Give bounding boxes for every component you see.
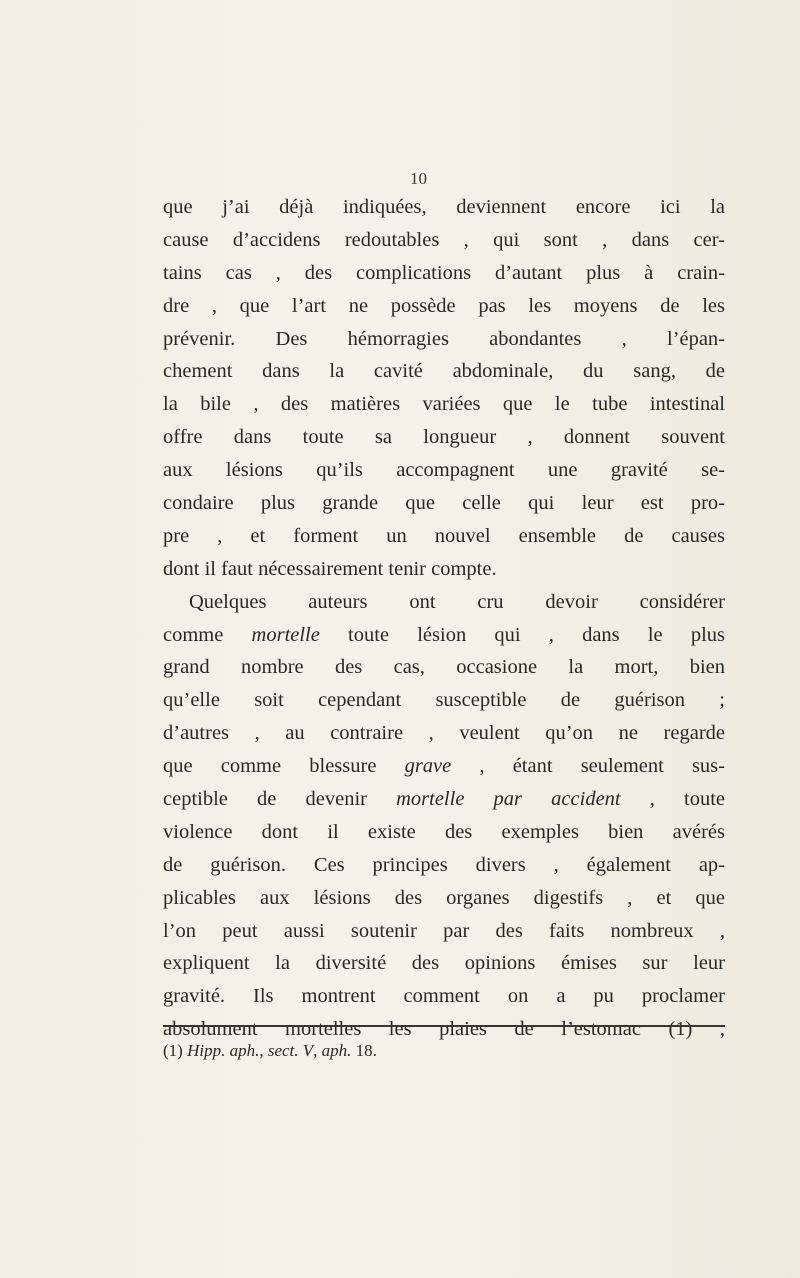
text-run: dont il faut nécessairement tenir compte.	[163, 557, 497, 580]
text-run: toute	[654, 788, 725, 811]
text-run: que comme blessure	[163, 755, 405, 778]
text-line	[163, 750, 725, 783]
text-line	[163, 191, 725, 224]
text-line	[163, 882, 725, 915]
text-run: plicables aux lésions des organes digestifs , et que	[163, 886, 725, 909]
italic-text: grave	[404, 755, 452, 778]
text-run: absolument mortelles les plaies de l’estomac (1) ,	[163, 1018, 725, 1041]
body-text	[163, 191, 725, 1046]
text-run: comme	[163, 623, 252, 646]
text-line	[163, 553, 725, 586]
text-line	[163, 717, 725, 750]
text-run: la bile , des matières variées que le tube intestinal	[163, 393, 725, 416]
footnote-run: ,	[259, 1041, 268, 1060]
text-run: offre dans toute sa longueur , donnent souvent	[163, 426, 725, 449]
text-line	[163, 816, 725, 849]
text-line	[163, 915, 725, 948]
text-line	[163, 651, 725, 684]
footnote-separator	[163, 1025, 725, 1027]
text-run: , étant seulement sus-	[451, 755, 725, 778]
text-line	[163, 586, 725, 619]
text-line	[163, 783, 725, 816]
text-run: violence dont il existe des exemples bien avérés	[163, 820, 725, 843]
text-run: aux lésions qu’ils accompagnent une gravité se-	[163, 459, 725, 482]
footnote-italic: Hipp. aph.	[187, 1041, 260, 1060]
text-run: d’autres , au contraire , veulent qu’on ne regarde	[163, 722, 725, 745]
text-run: Quelques auteurs ont cru devoir considérer	[189, 590, 725, 613]
text-line	[163, 980, 725, 1013]
text-run: que j’ai déjà indiquées, deviennent encore ici la	[163, 196, 725, 218]
text-line	[163, 849, 725, 882]
text-run: prévenir. Des hémorragies abondantes , l’épan-	[163, 327, 725, 350]
text-run: gravité. Ils montrent comment on a pu proclamer	[163, 985, 725, 1008]
italic-text: mortelle	[251, 623, 320, 646]
footnote-marker: (1)	[163, 1041, 188, 1060]
text-line	[163, 619, 725, 652]
text-line	[163, 520, 725, 553]
text-line	[163, 684, 725, 717]
text-run: qu’elle soit cependant susceptible de guérison ;	[163, 689, 725, 712]
text-line	[163, 388, 725, 421]
text-run: de guérison. Ces principes divers , également ap-	[163, 853, 725, 876]
footnote	[163, 1040, 377, 1062]
text-line	[163, 290, 725, 323]
text-line	[163, 454, 725, 487]
italic-text: mortelle par accident ,	[396, 788, 655, 811]
text-run: toute lésion qui , dans le plus	[319, 623, 725, 646]
text-run: tains cas , des complications d’autant plus à crain-	[163, 261, 725, 284]
text-line	[163, 487, 725, 520]
footnote-run: ,	[313, 1041, 322, 1060]
text-run: condaire plus grande que celle qui leur est pro-	[163, 492, 725, 515]
text-line	[163, 323, 725, 356]
text-line	[163, 355, 725, 388]
footnote-italic: sect. V	[267, 1041, 314, 1060]
text-run: cause d’accidens redoutables , qui sont , dans cer-	[163, 228, 725, 251]
text-run: dre , que l’art ne possède pas les moyens de les	[163, 294, 725, 317]
page-number: 10	[410, 169, 427, 188]
footnote-text	[187, 1041, 377, 1060]
text-line	[163, 224, 725, 257]
text-run: grand nombre des cas, occasione la mort, bien	[163, 656, 725, 679]
text-line	[163, 257, 725, 290]
text-run: chement dans la cavité abdominale, du sang, de	[163, 360, 725, 383]
text-line	[163, 947, 725, 980]
text-run: ceptible de devenir	[163, 788, 397, 811]
text-line	[163, 421, 725, 454]
text-run: l’on peut aussi soutenir par des faits nombreux ,	[163, 919, 725, 942]
text-run: pre , et forment un nouvel ensemble de causes	[163, 524, 725, 547]
text-run: expliquent la diversité des opinions émises sur leur	[163, 952, 725, 975]
footnote-run: 18.	[351, 1041, 377, 1060]
footnote-italic: aph.	[321, 1041, 352, 1060]
